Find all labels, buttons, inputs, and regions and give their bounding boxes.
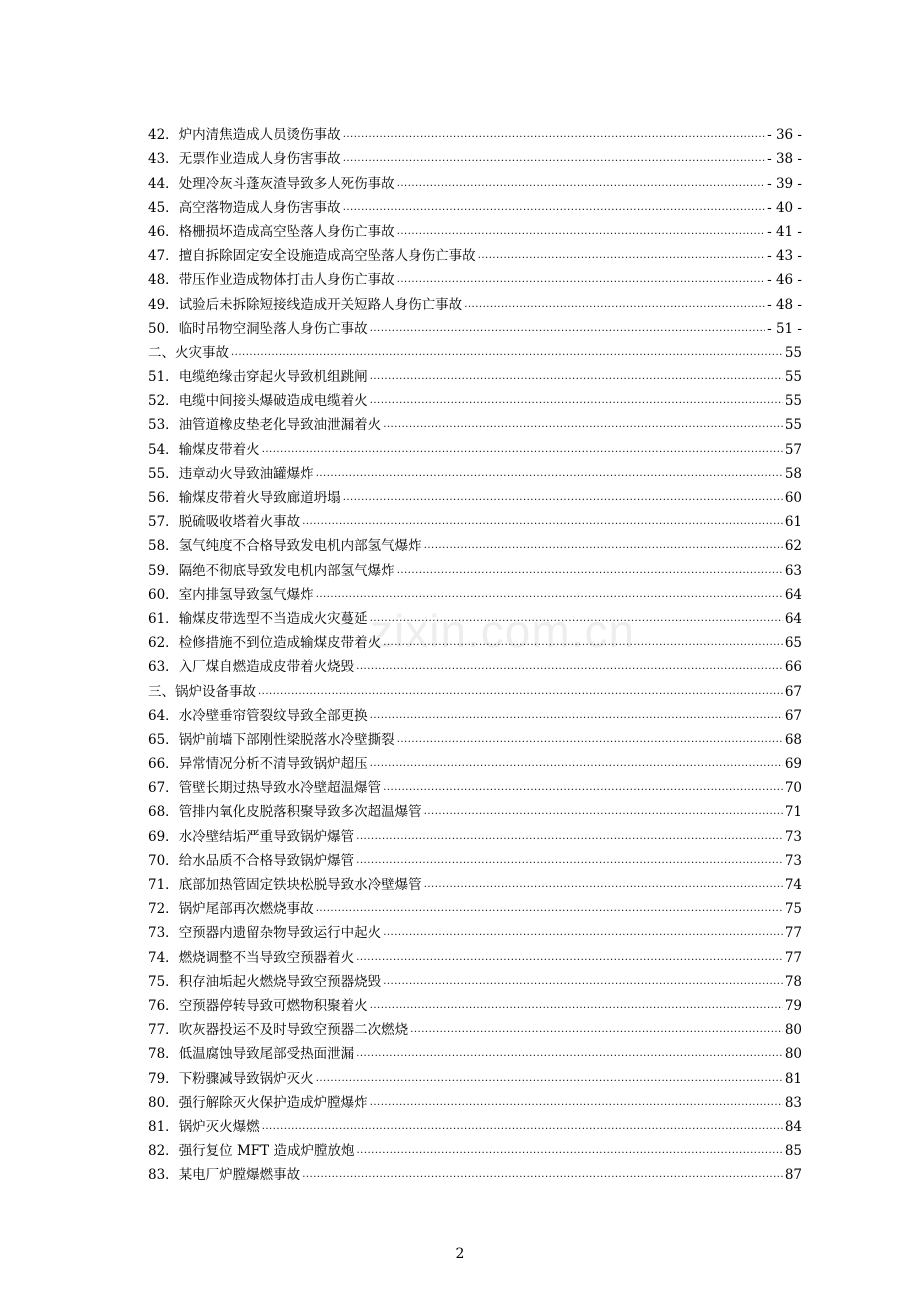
toc-entry-number: 46． — [148, 223, 179, 240]
toc-entry-title: 锅炉尾部再次燃烧事故 — [178, 901, 314, 918]
toc-entry-title: 脱硫吸收塔着火事故 — [178, 514, 301, 531]
toc-entry-title: 带压作业造成物体打击人身伤亡事故 — [178, 272, 395, 289]
dot-leader — [370, 707, 783, 725]
toc-entry-number: 53． — [148, 417, 179, 434]
dot-leader — [370, 610, 783, 628]
toc-entry-title: 输煤皮带着火导致廊道坍塌 — [178, 490, 341, 506]
toc-entry-number: 60． — [148, 586, 179, 603]
toc-entry-page: 69 — [784, 756, 802, 773]
toc-entry-number: 55． — [148, 465, 179, 482]
table-of-contents — [148, 120, 802, 1184]
toc-entry-number: 68． — [148, 804, 179, 821]
toc-entry-number: 64． — [148, 707, 179, 724]
toc-entry-page: - 46 - — [767, 272, 802, 289]
toc-entry-page: 81 — [784, 1070, 802, 1087]
toc-entry[interactable] — [148, 483, 802, 507]
toc-entry-title: 临时吊物空洞坠落人身伤亡事故 — [178, 320, 368, 337]
toc-entry-page: - 38 - — [767, 151, 802, 168]
toc-entry[interactable] — [148, 1039, 802, 1063]
toc-entry-title: 隔绝不彻底导致发电机内部氢气爆炸 — [178, 562, 395, 579]
toc-entry-number: 51． — [148, 369, 179, 386]
toc-entry-number: 69． — [148, 828, 179, 845]
toc-entry-page: 66 — [784, 659, 802, 676]
toc-entry-page: 55 — [784, 417, 802, 434]
toc-entry-title: 空预器停转导致可燃物积聚着火 — [178, 997, 368, 1014]
toc-entry[interactable] — [148, 942, 802, 966]
toc-entry-number: 56． — [148, 490, 179, 506]
toc-entry-title: 电缆绝缘击穿起火导致机组跳闸 — [178, 369, 368, 386]
toc-entry-title: 氢气纯度不合格导致发电机内部氢气爆炸 — [178, 538, 422, 555]
dot-leader — [424, 803, 783, 821]
toc-entry-page: 65 — [784, 635, 802, 652]
toc-entry[interactable] — [148, 314, 802, 338]
toc-entry-page: 83 — [784, 1094, 802, 1111]
page-number: 2 — [455, 1246, 465, 1262]
dot-leader — [383, 779, 783, 797]
toc-entry-page: 61 — [784, 514, 802, 531]
dot-leader — [316, 900, 783, 918]
toc-entry[interactable] — [148, 652, 802, 676]
toc-entry[interactable] — [148, 289, 802, 313]
toc-entry[interactable] — [148, 144, 802, 168]
toc-entry[interactable] — [148, 604, 802, 628]
toc-entry-page: 85 — [784, 1143, 802, 1160]
toc-entry-number: 81． — [148, 1118, 179, 1135]
dot-leader — [316, 586, 783, 604]
toc-entry-page: - 41 - — [767, 223, 802, 240]
toc-entry[interactable] — [148, 168, 802, 192]
toc-entry-number: 61． — [148, 610, 179, 627]
toc-entry[interactable] — [148, 1160, 802, 1184]
dot-leader — [424, 876, 783, 894]
toc-entry-number: 75． — [148, 973, 179, 990]
toc-entry-number: 45． — [148, 199, 179, 216]
dot-leader — [356, 949, 783, 967]
toc-entry-page: 70 — [784, 780, 802, 797]
toc-entry-page: 80 — [784, 1022, 802, 1039]
dot-leader — [262, 1118, 783, 1136]
toc-entry-number: 65． — [148, 731, 179, 748]
toc-entry-page: - 40 - — [767, 199, 802, 216]
dot-leader — [370, 1094, 783, 1112]
toc-entry-page: 77 — [784, 925, 802, 942]
toc-entry-title: 异常情况分析不清导致锅炉超压 — [178, 756, 368, 773]
toc-entry-number: 74． — [148, 949, 179, 966]
toc-entry-page: 74 — [784, 877, 802, 893]
toc-entry-page: 84 — [784, 1118, 802, 1135]
toc-entry-number: 52． — [148, 393, 179, 410]
dot-leader — [316, 1070, 783, 1088]
dot-leader — [397, 223, 765, 241]
toc-entry-number: 78． — [148, 1046, 179, 1063]
toc-entry[interactable] — [148, 120, 802, 144]
toc-entry-title: 无票作业造成人身伤害事故 — [178, 151, 341, 168]
toc-entry-page: 67 — [784, 707, 802, 724]
toc-entry-title: 二、火灾事故 — [148, 344, 229, 361]
toc-entry-title: 给水品质不合格导致锅炉爆管 — [178, 852, 355, 869]
toc-entry[interactable] — [148, 555, 802, 579]
toc-entry-number: 42． — [148, 127, 179, 144]
dot-leader — [343, 199, 765, 217]
toc-entry-number: 76． — [148, 997, 179, 1014]
toc-entry[interactable] — [148, 580, 802, 604]
dot-leader — [356, 852, 783, 870]
toc-entry[interactable] — [148, 894, 802, 918]
toc-entry-title: 吹灰器投运不及时导致空预器二次燃烧 — [178, 1022, 409, 1039]
toc-entry[interactable] — [148, 1112, 802, 1136]
dot-leader — [356, 828, 783, 846]
dot-leader — [370, 997, 783, 1015]
toc-entry-page: - 36 - — [767, 127, 802, 144]
toc-entry-title: 电缆中间接头爆破造成电缆着火 — [178, 393, 368, 410]
toc-entry-title: 格栅损坏造成高空坠落人身伤亡事故 — [178, 223, 395, 240]
toc-entry-title: 处理冷灰斗蓬灰渣导致多人死伤事故 — [178, 175, 395, 192]
dot-leader — [356, 658, 783, 676]
toc-entry-number: 57． — [148, 514, 179, 531]
toc-entry-number: 77． — [148, 1022, 179, 1039]
toc-entry-title: 擅自拆除固定安全设施造成高空坠落人身伤亡事故 — [178, 248, 476, 265]
toc-entry[interactable] — [148, 362, 802, 386]
toc-entry[interactable] — [148, 967, 802, 991]
dot-leader — [258, 683, 783, 701]
dot-leader — [356, 1142, 782, 1160]
toc-entry-number: 70． — [148, 852, 179, 869]
dot-leader — [397, 175, 765, 193]
toc-entry[interactable] — [148, 1015, 802, 1039]
toc-entry-title: 锅炉前墙下部刚性梁脱落水冷壁撕裂 — [178, 731, 395, 748]
toc-entry-title: 锅炉灭火爆燃 — [178, 1118, 260, 1135]
toc-entry-title: 检修措施不到位造成输煤皮带着火 — [178, 635, 382, 652]
toc-entry-title: 高空落物造成人身伤害事故 — [178, 199, 341, 216]
dot-leader — [302, 513, 783, 531]
toc-entry-page: 57 — [784, 441, 802, 458]
toc-entry-title: 积存油垢起火燃烧导致空预器烧毁 — [178, 973, 382, 990]
dot-leader — [424, 537, 783, 555]
toc-entry-number: 73． — [148, 925, 179, 942]
toc-section-heading[interactable] — [148, 338, 802, 362]
toc-entry[interactable] — [148, 991, 802, 1015]
dot-leader — [343, 126, 765, 144]
toc-entry-number: 67． — [148, 780, 179, 797]
toc-entry[interactable] — [148, 701, 802, 725]
toc-entry-number: 58． — [148, 538, 179, 555]
toc-entry-number: 43． — [148, 151, 179, 168]
toc-entry[interactable] — [148, 870, 802, 894]
toc-entry-number: 49． — [148, 296, 179, 313]
watermark: zixin.com.cn — [370, 605, 636, 657]
toc-entry-page: 60 — [784, 490, 802, 506]
dot-leader — [383, 973, 783, 991]
toc-entry-title: 入厂煤自燃造成皮带着火烧毁 — [178, 659, 355, 676]
toc-entry-title: 管壁长期过热导致水冷壁超温爆管 — [178, 780, 382, 797]
toc-entry-page: 62 — [784, 538, 802, 555]
dot-leader — [231, 344, 783, 362]
toc-entry-page: 77 — [784, 949, 802, 966]
toc-entry-title: 强行解除灭火保护造成炉膛爆炸 — [178, 1094, 368, 1111]
dot-leader — [410, 1021, 783, 1039]
toc-entry-page: 64 — [784, 610, 802, 627]
toc-entry[interactable] — [148, 265, 802, 289]
toc-entry[interactable] — [148, 749, 802, 773]
toc-entry-title: 油管道橡皮垫老化导致油泄漏着火 — [178, 417, 382, 434]
toc-entry-page: 78 — [784, 973, 802, 990]
toc-entry-title: 管排内氧化皮脱落积聚导致多次超温爆管 — [178, 804, 422, 821]
toc-entry-page: 79 — [784, 997, 802, 1014]
dot-leader — [478, 247, 765, 265]
toc-entry-number: 79． — [148, 1070, 179, 1087]
toc-entry-number: 50． — [148, 320, 179, 337]
dot-leader — [343, 150, 765, 168]
toc-entry-page: - 51 - — [767, 320, 802, 337]
toc-entry-page: 75 — [784, 901, 802, 918]
toc-entry-number: 72． — [148, 901, 179, 918]
toc-entry-title: 空预器内遗留杂物导致运行中起火 — [178, 925, 382, 942]
dot-leader — [316, 465, 783, 483]
toc-entry[interactable] — [148, 531, 802, 555]
toc-entry[interactable] — [148, 725, 802, 749]
toc-entry[interactable] — [148, 386, 802, 410]
toc-entry-page: 73 — [784, 852, 802, 869]
dot-leader — [302, 1166, 783, 1184]
toc-entry-page: 80 — [784, 1046, 802, 1063]
toc-entry[interactable] — [148, 1088, 802, 1112]
toc-entry-title: 低温腐蚀导致尾部受热面泄漏 — [178, 1046, 355, 1063]
toc-entry-number: 63． — [148, 659, 179, 676]
toc-entry[interactable] — [148, 507, 802, 531]
toc-entry-number: 80． — [148, 1094, 179, 1111]
toc-entry[interactable] — [148, 821, 802, 845]
toc-entry-title: 试验后未拆除短接线造成开关短路人身伤亡事故 — [178, 296, 463, 313]
toc-entry-page: 73 — [784, 828, 802, 845]
toc-entry[interactable] — [148, 1136, 802, 1160]
toc-entry[interactable] — [148, 918, 802, 942]
toc-entry-page: 63 — [784, 562, 802, 579]
toc-entry-title: 三、锅炉设备事故 — [148, 683, 256, 700]
dot-leader — [464, 296, 765, 314]
toc-entry-page: 55 — [784, 369, 802, 386]
toc-entry-title: 输煤皮带选型不当造成火灾蔓延 — [178, 610, 368, 627]
toc-entry-page: - 39 - — [767, 175, 802, 192]
dot-leader — [356, 1045, 783, 1063]
toc-entry-page: 87 — [784, 1167, 802, 1184]
toc-entry-number: 59． — [148, 562, 179, 579]
dot-leader — [370, 755, 783, 773]
toc-entry-title: 燃烧调整不当导致空预器着火 — [178, 949, 355, 966]
toc-entry[interactable] — [148, 797, 802, 821]
toc-entry-page: 67 — [784, 683, 802, 700]
toc-entry-number: 44． — [148, 175, 179, 192]
toc-entry-title: 炉内清焦造成人员烫伤事故 — [178, 127, 341, 144]
dot-leader — [383, 634, 783, 652]
toc-entry[interactable] — [148, 434, 802, 458]
toc-entry[interactable] — [148, 217, 802, 241]
toc-entry-title: 水冷壁结垢严重导致锅炉爆管 — [178, 828, 355, 845]
toc-entry-title: 底部加热管固定铁块松脱导致水冷壁爆管 — [178, 877, 422, 893]
toc-entry[interactable] — [148, 628, 802, 652]
toc-entry-page: 71 — [784, 804, 802, 821]
toc-entry-page: - 43 - — [767, 248, 802, 265]
dot-leader — [397, 731, 783, 749]
toc-entry-number: 48． — [148, 272, 179, 289]
toc-entry-page: - 48 - — [767, 296, 802, 313]
toc-entry-page: 55 — [784, 393, 802, 410]
toc-entry-page: 64 — [784, 586, 802, 603]
toc-entry-page: 58 — [784, 465, 802, 482]
dot-leader — [397, 562, 783, 580]
toc-entry-title: 室内排氢导致氢气爆炸 — [178, 586, 314, 603]
dot-leader — [370, 392, 783, 410]
toc-entry[interactable] — [148, 241, 802, 265]
toc-entry[interactable] — [148, 193, 802, 217]
toc-entry-title: 水冷壁垂帘管裂纹导致全部更换 — [178, 707, 368, 724]
toc-entry-number: 54． — [148, 441, 179, 458]
toc-entry-page: 55 — [784, 344, 802, 361]
dot-leader — [343, 489, 783, 507]
toc-section-heading[interactable] — [148, 676, 802, 700]
toc-entry-title: 某电厂炉膛爆燃事故 — [178, 1167, 301, 1184]
toc-entry-number: 71． — [148, 877, 179, 893]
toc-entry[interactable] — [148, 846, 802, 870]
toc-entry-number: 47． — [148, 248, 179, 265]
toc-entry-number: 82． — [148, 1143, 179, 1160]
dot-leader — [383, 924, 783, 942]
toc-entry[interactable] — [148, 410, 802, 434]
dot-leader — [262, 441, 783, 459]
toc-entry-title: 违章动火导致油罐爆炸 — [178, 465, 314, 482]
dot-leader — [370, 368, 783, 386]
toc-entry[interactable] — [148, 1063, 802, 1087]
toc-entry-number: 83． — [148, 1167, 179, 1184]
toc-entry-title: 输煤皮带着火 — [178, 441, 260, 458]
dot-leader — [383, 416, 783, 434]
dot-leader — [397, 271, 765, 289]
toc-entry-number: 66． — [148, 756, 179, 773]
dot-leader — [370, 320, 765, 338]
toc-entry-page: 68 — [784, 731, 802, 748]
toc-entry-title: 强行复位 MFT 造成炉膛放炮 — [178, 1143, 355, 1160]
toc-entry[interactable] — [148, 773, 802, 797]
toc-entry-number: 62． — [148, 635, 179, 652]
toc-entry-title: 下粉骤减导致锅炉灭火 — [178, 1070, 314, 1087]
toc-entry[interactable] — [148, 459, 802, 483]
